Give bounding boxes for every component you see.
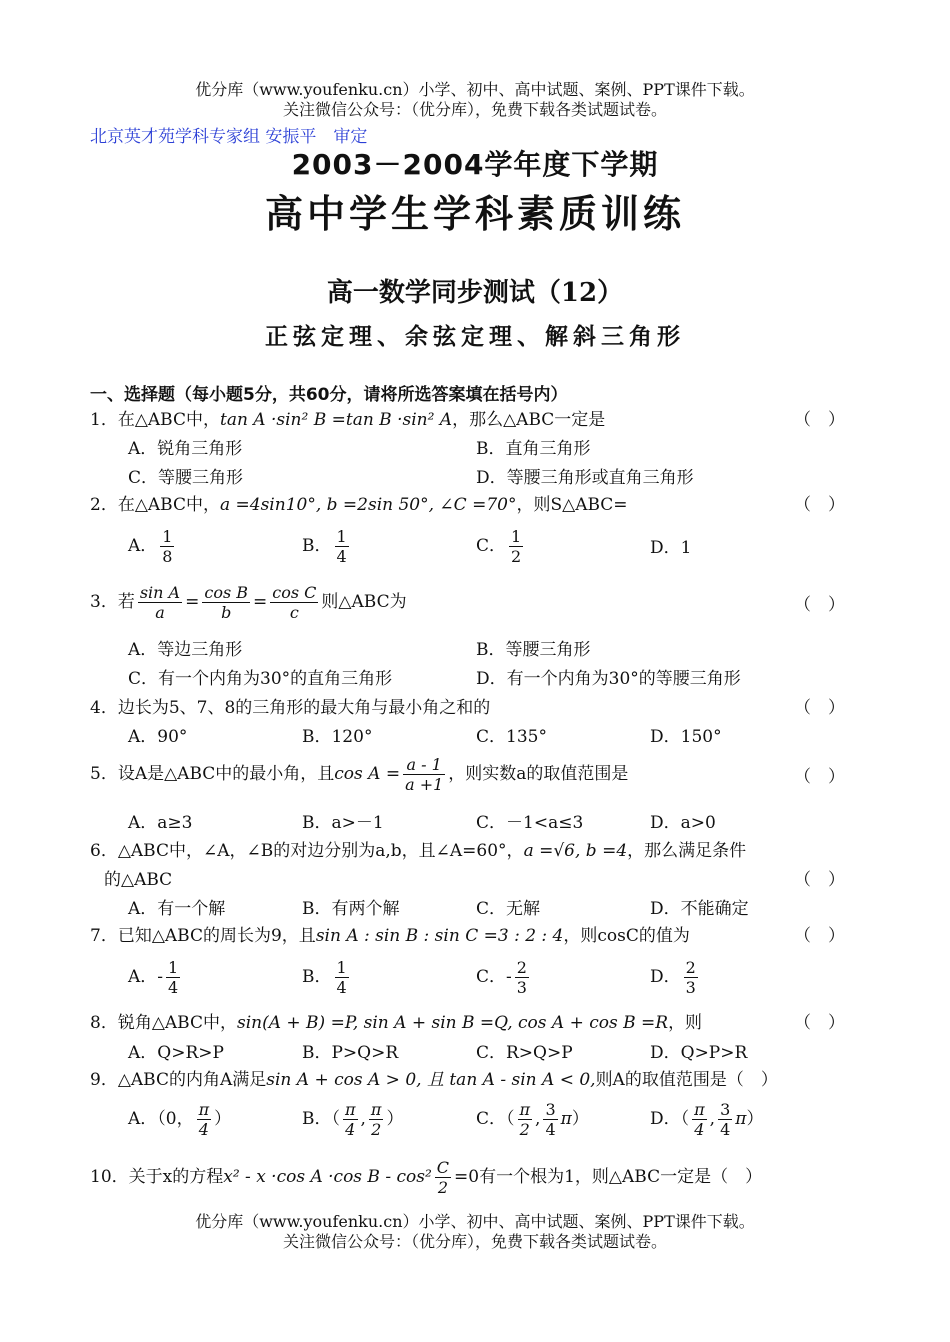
q3-option-a[interactable]: A．等边三角形 [128, 640, 243, 660]
q3-option-d[interactable]: D．有一个内角为30°的等腰三角形 [476, 669, 741, 689]
q6-stem-line-2: 的△ABC [104, 870, 173, 890]
q7-stem: 7．已知△ABC的周长为9，且 [90, 926, 316, 946]
q8-option-d[interactable]: D．Q>P>R [650, 1043, 748, 1063]
q2-option-b[interactable]: B． $\frac{1}{4}$ [302, 527, 347, 566]
q9-stem: 9．△ABC的内角A满足 [90, 1070, 267, 1090]
question-10: 10．关于x的方程x² - x ·cos A ·cos B - cos² $\frac{C}{2}$ =0有一个根为1，则△ABC一定是（ ） [90, 1158, 763, 1197]
q2-option-c[interactable]: C． $\frac{1}{2}$ [476, 527, 522, 566]
question-6 [90, 840, 746, 862]
q6-stem-end: ，那么满足条件 [627, 841, 747, 861]
question-9 [90, 1069, 778, 1091]
title-main: 高中学生学科素质训练 [264, 192, 685, 236]
title-test: 高一数学同步测试（12） [326, 278, 624, 308]
q6-option-a[interactable]: A．有一个解 [128, 899, 226, 919]
q1-option-a[interactable]: A．锐角三角形 [128, 439, 243, 459]
q7-option-b[interactable]: B． $\frac{1}{4}$ [302, 958, 347, 997]
q3-option-b[interactable]: B．等腰三角形 [476, 640, 591, 660]
q10-stem-end: 有一个根为1，则△ABC一定是（ ） [479, 1167, 763, 1187]
q8-option-c[interactable]: C．R>Q>P [476, 1043, 573, 1063]
q8-option-a[interactable]: A．Q>R>P [128, 1043, 224, 1063]
q9-option-b[interactable]: B．（ $\frac{\pi}{4}$ , $\frac{\pi}{2}$ ） [302, 1100, 404, 1139]
q5-option-b[interactable]: B．a>－1 [302, 813, 384, 833]
q9-option-a[interactable]: A．（0， $\frac{\pi}{4}$ ） [128, 1100, 232, 1139]
q4-answer-blank[interactable]: （ ） [794, 698, 845, 718]
q3-stem: 3．若 [90, 592, 135, 612]
question-5: 5．设A是△ABC中的最小角，且cos A = $\frac{a - 1}{a +1}$ ，则实数a的取值范围是 [90, 755, 629, 794]
q7-option-c[interactable]: C．- $\frac{2}{3}$ [476, 958, 527, 997]
q5-answer-blank[interactable]: （ ） [794, 767, 845, 787]
header-line-1: 优分库（www.youfenku.cn）小学、初中、高中试题、案例、PPT课件下载。 [195, 80, 755, 99]
q10-stem: 10．关于x的方程 [90, 1167, 224, 1187]
q9-option-c[interactable]: C．（ $\frac{\pi}{2}$ , $\frac{3}{4}$ π） [476, 1100, 589, 1139]
q3-answer-blank[interactable]: （ ） [794, 595, 845, 615]
q9-stem-end: 则A的取值范围是（ ） [595, 1070, 778, 1090]
q7-answer-blank[interactable]: （ ） [794, 926, 845, 946]
header-line-2: 关注微信公众号：（优分库），免费下载各类试题试卷。 [282, 100, 667, 119]
q5-expression: cos A = [334, 764, 401, 784]
q5-stem: 5．设A是△ABC中的最小角，且 [90, 764, 335, 784]
question-7 [90, 925, 690, 947]
question-8 [90, 1012, 702, 1034]
q8-stem-end: ，则 [668, 1013, 703, 1033]
q1-answer-blank[interactable]: （ ） [794, 410, 845, 430]
q5-option-d[interactable]: D．a>0 [650, 813, 716, 833]
q7-option-a[interactable]: A．- $\frac{1}{4}$ [128, 958, 179, 997]
q6-expression: a =√6, b =4 [523, 841, 628, 861]
q8-expression: sin(A + B) =P, sin A + sin B =Q, cos A + cos B =R [236, 1013, 669, 1033]
q5-stem-end: ，则实数a的取值范围是 [448, 764, 629, 784]
title-year: 2003－2004学年度下学期 [291, 148, 659, 181]
q10-expression-end: =0 [454, 1167, 480, 1187]
expert-review-note: 北京英才苑学科专家组 安振平 审定 [90, 127, 368, 147]
q6-stem: 6．△ABC中，∠A，∠B的对边分别为a,b，且∠A=60°， [90, 841, 524, 861]
q7-expression: sin A : sin B : sin C =3 : 2 : 4 [315, 926, 564, 946]
q5-option-a[interactable]: A．a≥3 [128, 813, 193, 833]
q1-option-c[interactable]: C．等腰三角形 [128, 468, 244, 488]
footer-line-1: 优分库（www.youfenku.cn）小学、初中、高中试题、案例、PPT课件下载。 [195, 1212, 755, 1231]
q4-option-b[interactable]: B．120° [302, 727, 373, 747]
q7-stem-end: ，则cosC的值为 [563, 926, 690, 946]
q3-option-c[interactable]: C．有一个内角为30°的直角三角形 [128, 669, 393, 689]
question-2 [90, 494, 628, 516]
q6-option-b[interactable]: B．有两个解 [302, 899, 400, 919]
q6-answer-blank[interactable]: （ ） [794, 870, 845, 890]
question-3: 3．若 $\frac{\text{sin A}}{a}$ = $\frac{\text{cos B}}{b}$ = $\frac{\text{cos C}}{c}$ 则△ABC为 [90, 583, 407, 622]
q3-stem-end: 则△ABC为 [321, 592, 407, 612]
q1-stem-end: ，那么△ABC一定是 [452, 410, 606, 430]
question-4: 4．边长为5、7、8的三角形的最大角与最小角之和的 [90, 698, 491, 718]
q9-expression: sin A + cos A > 0, 且 tan A - sin A < 0, [266, 1070, 596, 1090]
q1-option-b[interactable]: B．直角三角形 [476, 439, 591, 459]
q2-option-d[interactable]: D．1 [650, 538, 692, 558]
q1-expression: tan A ·sin² B =tan B ·sin² A [219, 410, 453, 430]
q2-answer-blank[interactable]: （ ） [794, 495, 845, 515]
question-1 [90, 409, 605, 431]
q4-option-a[interactable]: A．90° [128, 727, 188, 747]
section-heading: 一、选择题（每小题5分，共60分，请将所选答案填在括号内） [90, 385, 568, 405]
q1-option-d[interactable]: D．等腰三角形或直角三角形 [476, 468, 694, 488]
q4-option-d[interactable]: D．150° [650, 727, 722, 747]
q8-answer-blank[interactable]: （ ） [794, 1013, 845, 1033]
q1-stem: 1．在△ABC中， [90, 410, 220, 430]
q6-option-c[interactable]: C．无解 [476, 899, 541, 919]
footer-line-2: 关注微信公众号：（优分库），免费下载各类试题试卷。 [282, 1232, 667, 1251]
q9-option-d[interactable]: D．（ $\frac{\pi}{4}$ , $\frac{3}{4}$ π） [650, 1100, 764, 1139]
q2-stem-end: ，则S△ABC= [516, 495, 628, 515]
q4-option-c[interactable]: C．135° [476, 727, 547, 747]
q5-option-c[interactable]: C．－1<a≤3 [476, 813, 584, 833]
title-topic: 正弦定理、余弦定理、解斜三角形 [265, 323, 685, 350]
q2-stem: 2．在△ABC中， [90, 495, 220, 515]
q2-option-a[interactable]: A． $\frac{1}{8}$ [128, 527, 173, 566]
q8-stem: 8．锐角△ABC中， [90, 1013, 237, 1033]
q6-option-d[interactable]: D．不能确定 [650, 899, 749, 919]
q2-expression: a =4sin10°, b =2sin 50°, ∠C =70° [219, 495, 517, 515]
q8-option-b[interactable]: B．P>Q>R [302, 1043, 399, 1063]
q10-expression: x² - x ·cos A ·cos B - cos² [223, 1167, 432, 1187]
q7-option-d[interactable]: D． $\frac{2}{3}$ [650, 958, 696, 997]
